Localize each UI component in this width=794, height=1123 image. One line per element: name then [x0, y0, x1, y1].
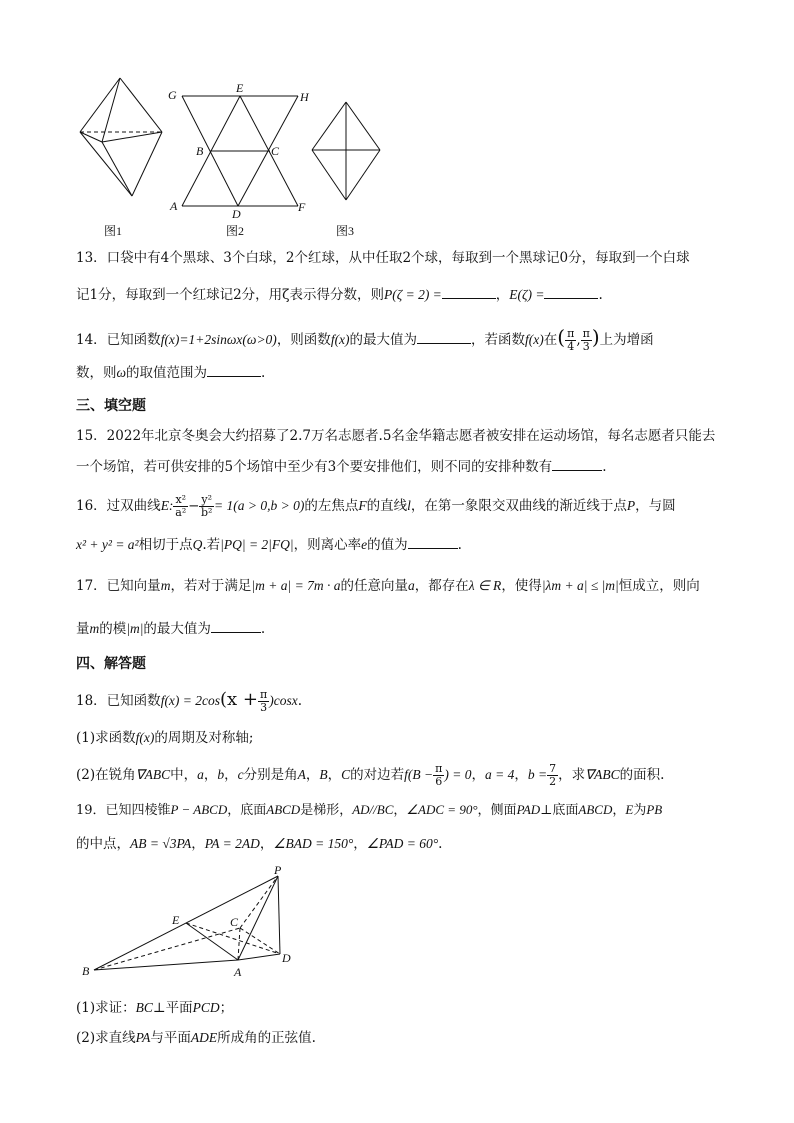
q17-line1: 17．已知向量m，若对于满足|m + a| = 7m · a的任意向量a，都存在λ ∈ R，使得|λm + a| ≤ |m|恒成立，则向 — [76, 578, 700, 594]
answer-blank[interactable] — [408, 534, 458, 549]
label-F: F — [298, 200, 306, 214]
q16-line2: x² + y² = a²相切于点Q.若|PQ| = 2|FQ|，则离心率e的值为 . — [76, 534, 736, 555]
q16-line1: 16．过双曲线E: $\frac{\text{x²}}{\text{a²}}$ − $\frac{\text{y²}}{\text{b²}}$ = 1(a > 0,b > 0)的左焦点F的直线l，在第一象限交双曲线的渐近线于点P，与圆 — [76, 493, 676, 519]
figure-2-caption: 图2 — [226, 224, 245, 238]
label-A: A — [234, 965, 242, 979]
q19-line2: 的中点，AB = √3PA，PA = 2AD，∠BAD = 150°，∠PAD = 60°. — [76, 836, 443, 852]
answer-blank[interactable] — [417, 329, 471, 344]
label-A: A — [170, 199, 178, 213]
label-C: C — [271, 144, 280, 158]
label-B: B — [82, 964, 90, 978]
figure-2 — [160, 80, 320, 220]
q15-line1: 15．2022年北京冬奥会大约招募了2.7万名志愿者.5名金华籍志愿者被安排在运动场馆，每名志愿者只能去 — [76, 428, 716, 444]
q14-line1: 14．已知函数f(x)=1+2sinωx(ω>0)，则函数f(x)的最大值为 ，若函数f(x)在( $\frac{\pi}{4}$ , $\frac{\pi}{3}$ )上为增函 — [76, 325, 654, 353]
q19-part1: (1)求证：BC⊥平面PCD； — [76, 1000, 234, 1016]
figure-3 — [308, 100, 388, 204]
answer-blank[interactable] — [552, 456, 602, 471]
q17-line2: 量m的模|m|的最大值为 . — [76, 618, 736, 639]
q13-line2: 记1分，每取到一个红球记2分，用ζ表示得分数，则P(ζ = 2) = ，E(ζ) = . — [76, 284, 736, 305]
answer-blank[interactable] — [207, 362, 261, 377]
q18-part1: (1)求函数f(x)的周期及对称轴; — [76, 730, 254, 746]
label-D: D — [232, 207, 241, 220]
q19-part2: (2)求直线PA与平面ADE所成角的正弦值. — [76, 1030, 316, 1046]
label-E: E — [172, 913, 180, 927]
section-heading-3: 三、填空题 — [76, 398, 146, 414]
figure-pyramid — [76, 864, 316, 992]
figure-1 — [76, 76, 166, 206]
label-E: E — [236, 81, 244, 95]
label-C: C — [230, 915, 239, 929]
label-H: H — [300, 90, 309, 104]
q15-line2: 一个场馆，若可供安排的5个场馆中至少有3个要安排他们，则不同的安排种数有 . — [76, 456, 736, 477]
answer-blank[interactable] — [442, 284, 496, 299]
answer-blank[interactable] — [211, 618, 261, 633]
label-P: P — [274, 864, 282, 877]
q18-stem: 18．已知函数f(x) = 2cos(x + $\frac{\pi}{3}$ )cosx. — [76, 688, 303, 714]
q13-line1: 13．口袋中有4个黑球、3个白球，2个红球，从中任取2个球，每取到一个黑球记0分，每取到一个白球 — [76, 250, 690, 266]
label-B: B — [196, 144, 204, 158]
figure-3-caption: 图3 — [336, 224, 355, 238]
section-heading-4: 四、解答题 — [76, 656, 146, 672]
q18-part2: (2)在锐角∇ABC中，a，b，c分别是角A，B，C的对边若f(B − $\frac{\pi}{6}$ ) = 0，a = 4，b = $\frac{7}{2}$ ，求∇ABC的面积. — [76, 762, 665, 788]
q14-line2: 数，则ω的取值范围为 . — [76, 362, 736, 383]
label-D: D — [282, 951, 291, 965]
figure-1-caption: 图1 — [104, 224, 123, 238]
answer-blank[interactable] — [544, 284, 598, 299]
q19-line1: 19．已知四棱锥P − ABCD，底面ABCD是梯形，AD//BC，∠ADC = 90°，侧面PAD⊥底面ABCD，E为PB — [76, 802, 663, 818]
label-G: G — [168, 88, 177, 102]
